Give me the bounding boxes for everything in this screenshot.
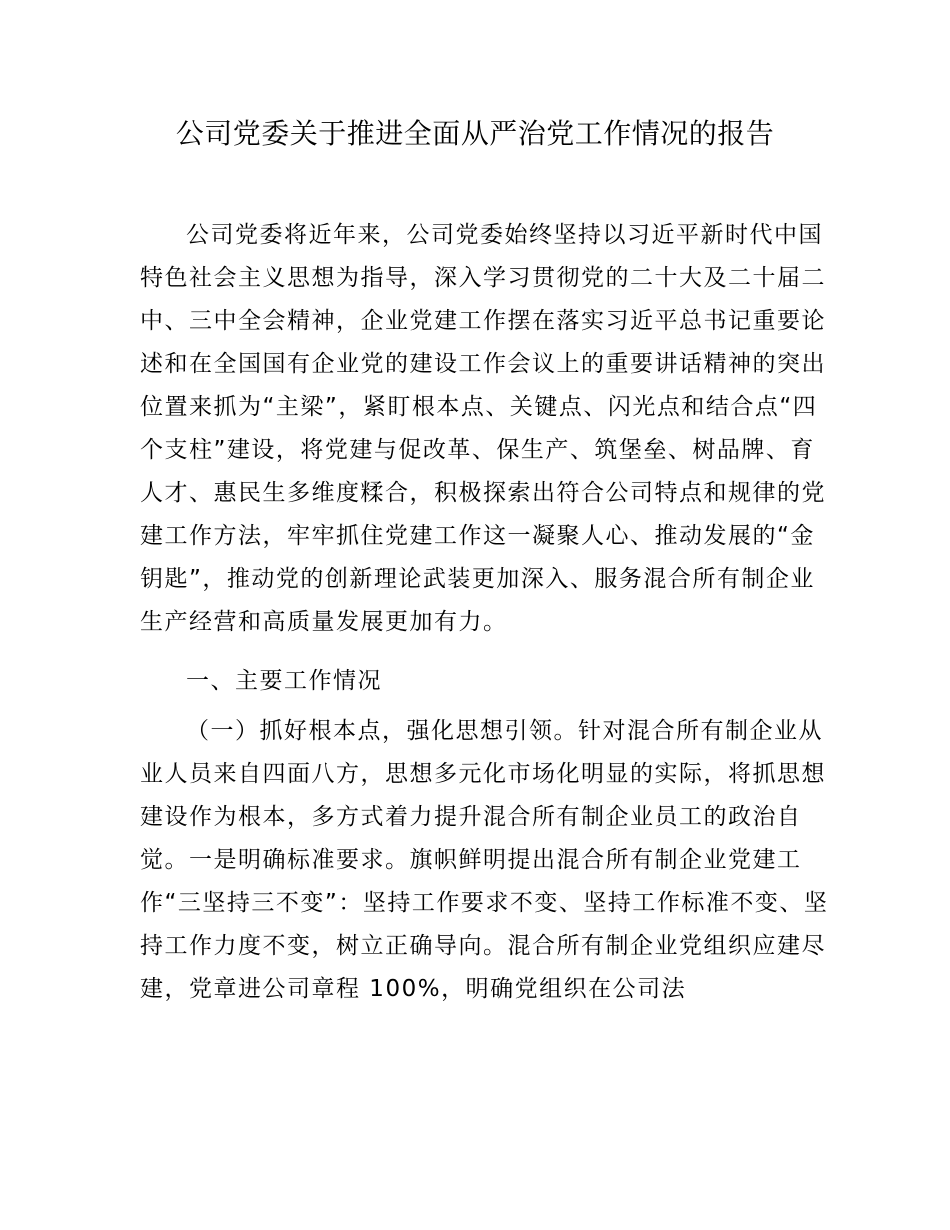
intro-paragraph: 公司党委将近年来，公司党委始终坚持以习近平新时代中国特色社会主义思想为指导，深入学习贯彻党的二十大及二十届二中、三中全会精神，企业党建工作摆在落实习近平总书记重要论述和在全国国有企业党的建设工作会议上的重要讲话精神的突出位置来抓为“主梁”，紧盯根本点、关键点、闪光点和结合点“四个支柱”建设，将党建与促改革、保生产、筑堡垒、树品牌、育人才、惠民生多维度糅合，积极探索出符合公司特点和规律的党建工作方法，牢牢抓住党建工作这一凝聚人心、推动发展的“金钥匙”，推动党的创新理论武装更加深入、服务混合所有制企业生产经营和高质量发展更加有力。 — [140, 222, 826, 635]
document-title: 公司党委关于推进全面从严治党工作情况的报告 — [175, 117, 775, 150]
section-heading-main-work: 一、主要工作情况 — [186, 668, 382, 694]
subsection-paragraph-root-point: （一）抓好根本点，强化思想引领。针对混合所有制企业从业人员来自四面八方，思想多元化市场化明显的实际，将抓思想建设作为根本，多方式着力提升混合所有制企业员工的政治自觉。一是明确标准要求。旗帜鲜明提出混合所有制企业党建工作“三坚持三不变”：坚持工作要求不变、坚持工作标准不变、坚持工作力度不变，树立正确导向。混合所有制企业党组织应建尽建，党章进公司章程 100%，明确党组织在公司法 — [140, 718, 829, 1002]
